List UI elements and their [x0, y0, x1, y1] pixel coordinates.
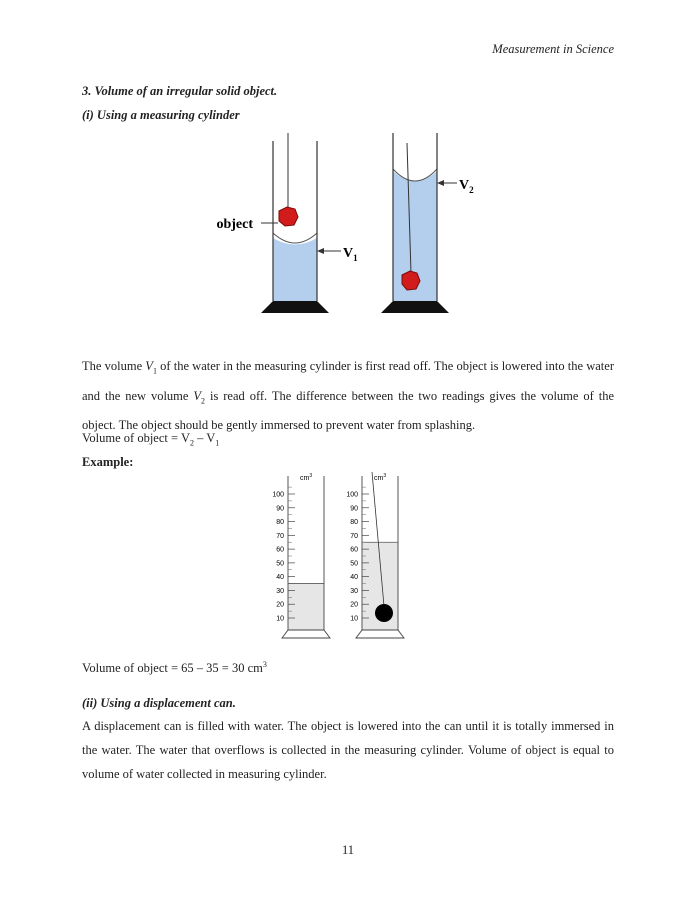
label-v2: $V_2$ [459, 178, 474, 195]
displacement-paragraph: A displacement can is filled with water. The object is lowered into the can until it is totally immersed in the water. The water that overflows is collected in the measuring cylinder. Volume of object is equal to volume of water collected in measuring cylinder. [82, 719, 614, 781]
scale-label: 100 [272, 491, 284, 499]
label-v1: $V_1$ [343, 246, 358, 263]
cylinder-before [216, 133, 358, 313]
measuring-cylinder-diagram [195, 133, 495, 321]
scale-label: 90 [276, 505, 284, 513]
example-label: Example: [82, 455, 134, 469]
subheading-measuring-cylinder: (i) Using a measuring cylinder [82, 108, 240, 122]
scale-label: 30 [276, 587, 284, 595]
scale-label: 20 [350, 601, 358, 609]
scale-label: 60 [276, 546, 284, 554]
object-before [279, 207, 298, 226]
scale-label: 90 [350, 505, 358, 513]
scale-label: 80 [350, 519, 358, 527]
scale-label: 70 [350, 532, 358, 540]
scale-label: 60 [350, 546, 358, 554]
cylinder-after [381, 133, 474, 313]
scale-label: 40 [276, 574, 284, 582]
submerged-ball [375, 604, 393, 622]
running-header: Measurement in Science [492, 42, 614, 56]
unit-label: $cm^3$ [374, 473, 387, 482]
example-cylinder-before [272, 473, 330, 638]
unit-label: $cm^3$ [300, 473, 313, 482]
formula-volume: Volume of object = $V_2 - V_1$ [82, 431, 220, 448]
scale-label: 50 [276, 560, 284, 568]
scale-label: 10 [350, 615, 358, 623]
scale-label: 100 [346, 491, 358, 499]
scale-label: 30 [350, 587, 358, 595]
subheading-displacement-can: (ii) Using a displacement can. [82, 696, 236, 710]
water-before [273, 238, 317, 301]
example-result: Volume of object = 65 – 35 = 30 $cm^3$ [82, 660, 267, 676]
section-heading: 3. Volume of an irregular solid object. [82, 84, 278, 98]
cylinder-base [356, 630, 404, 638]
cylinder-after-base [381, 301, 449, 313]
scale-label: 50 [350, 560, 358, 568]
label-object: object [216, 217, 253, 232]
object-after [402, 271, 420, 290]
page-number: 11 [341, 843, 355, 857]
scale-label: 10 [276, 615, 284, 623]
cylinder-base [282, 630, 330, 638]
cylinder-before-base [261, 301, 329, 313]
explanation-paragraph: The volume $V_1$ of the water in the measuring cylinder is first read off. The object is lowered into the water and the new volume $V_2$ is read off. The difference between the two readings gives the volume of the object. The object should be gently immersed to prevent water from splashing. [82, 359, 614, 432]
scale-label: 40 [350, 574, 358, 582]
scale-label: 20 [276, 601, 284, 609]
scale-label: 80 [276, 519, 284, 527]
scale-label: 70 [276, 532, 284, 540]
example-cylinders-diagram [258, 468, 438, 648]
example-cylinder-after [346, 472, 404, 638]
